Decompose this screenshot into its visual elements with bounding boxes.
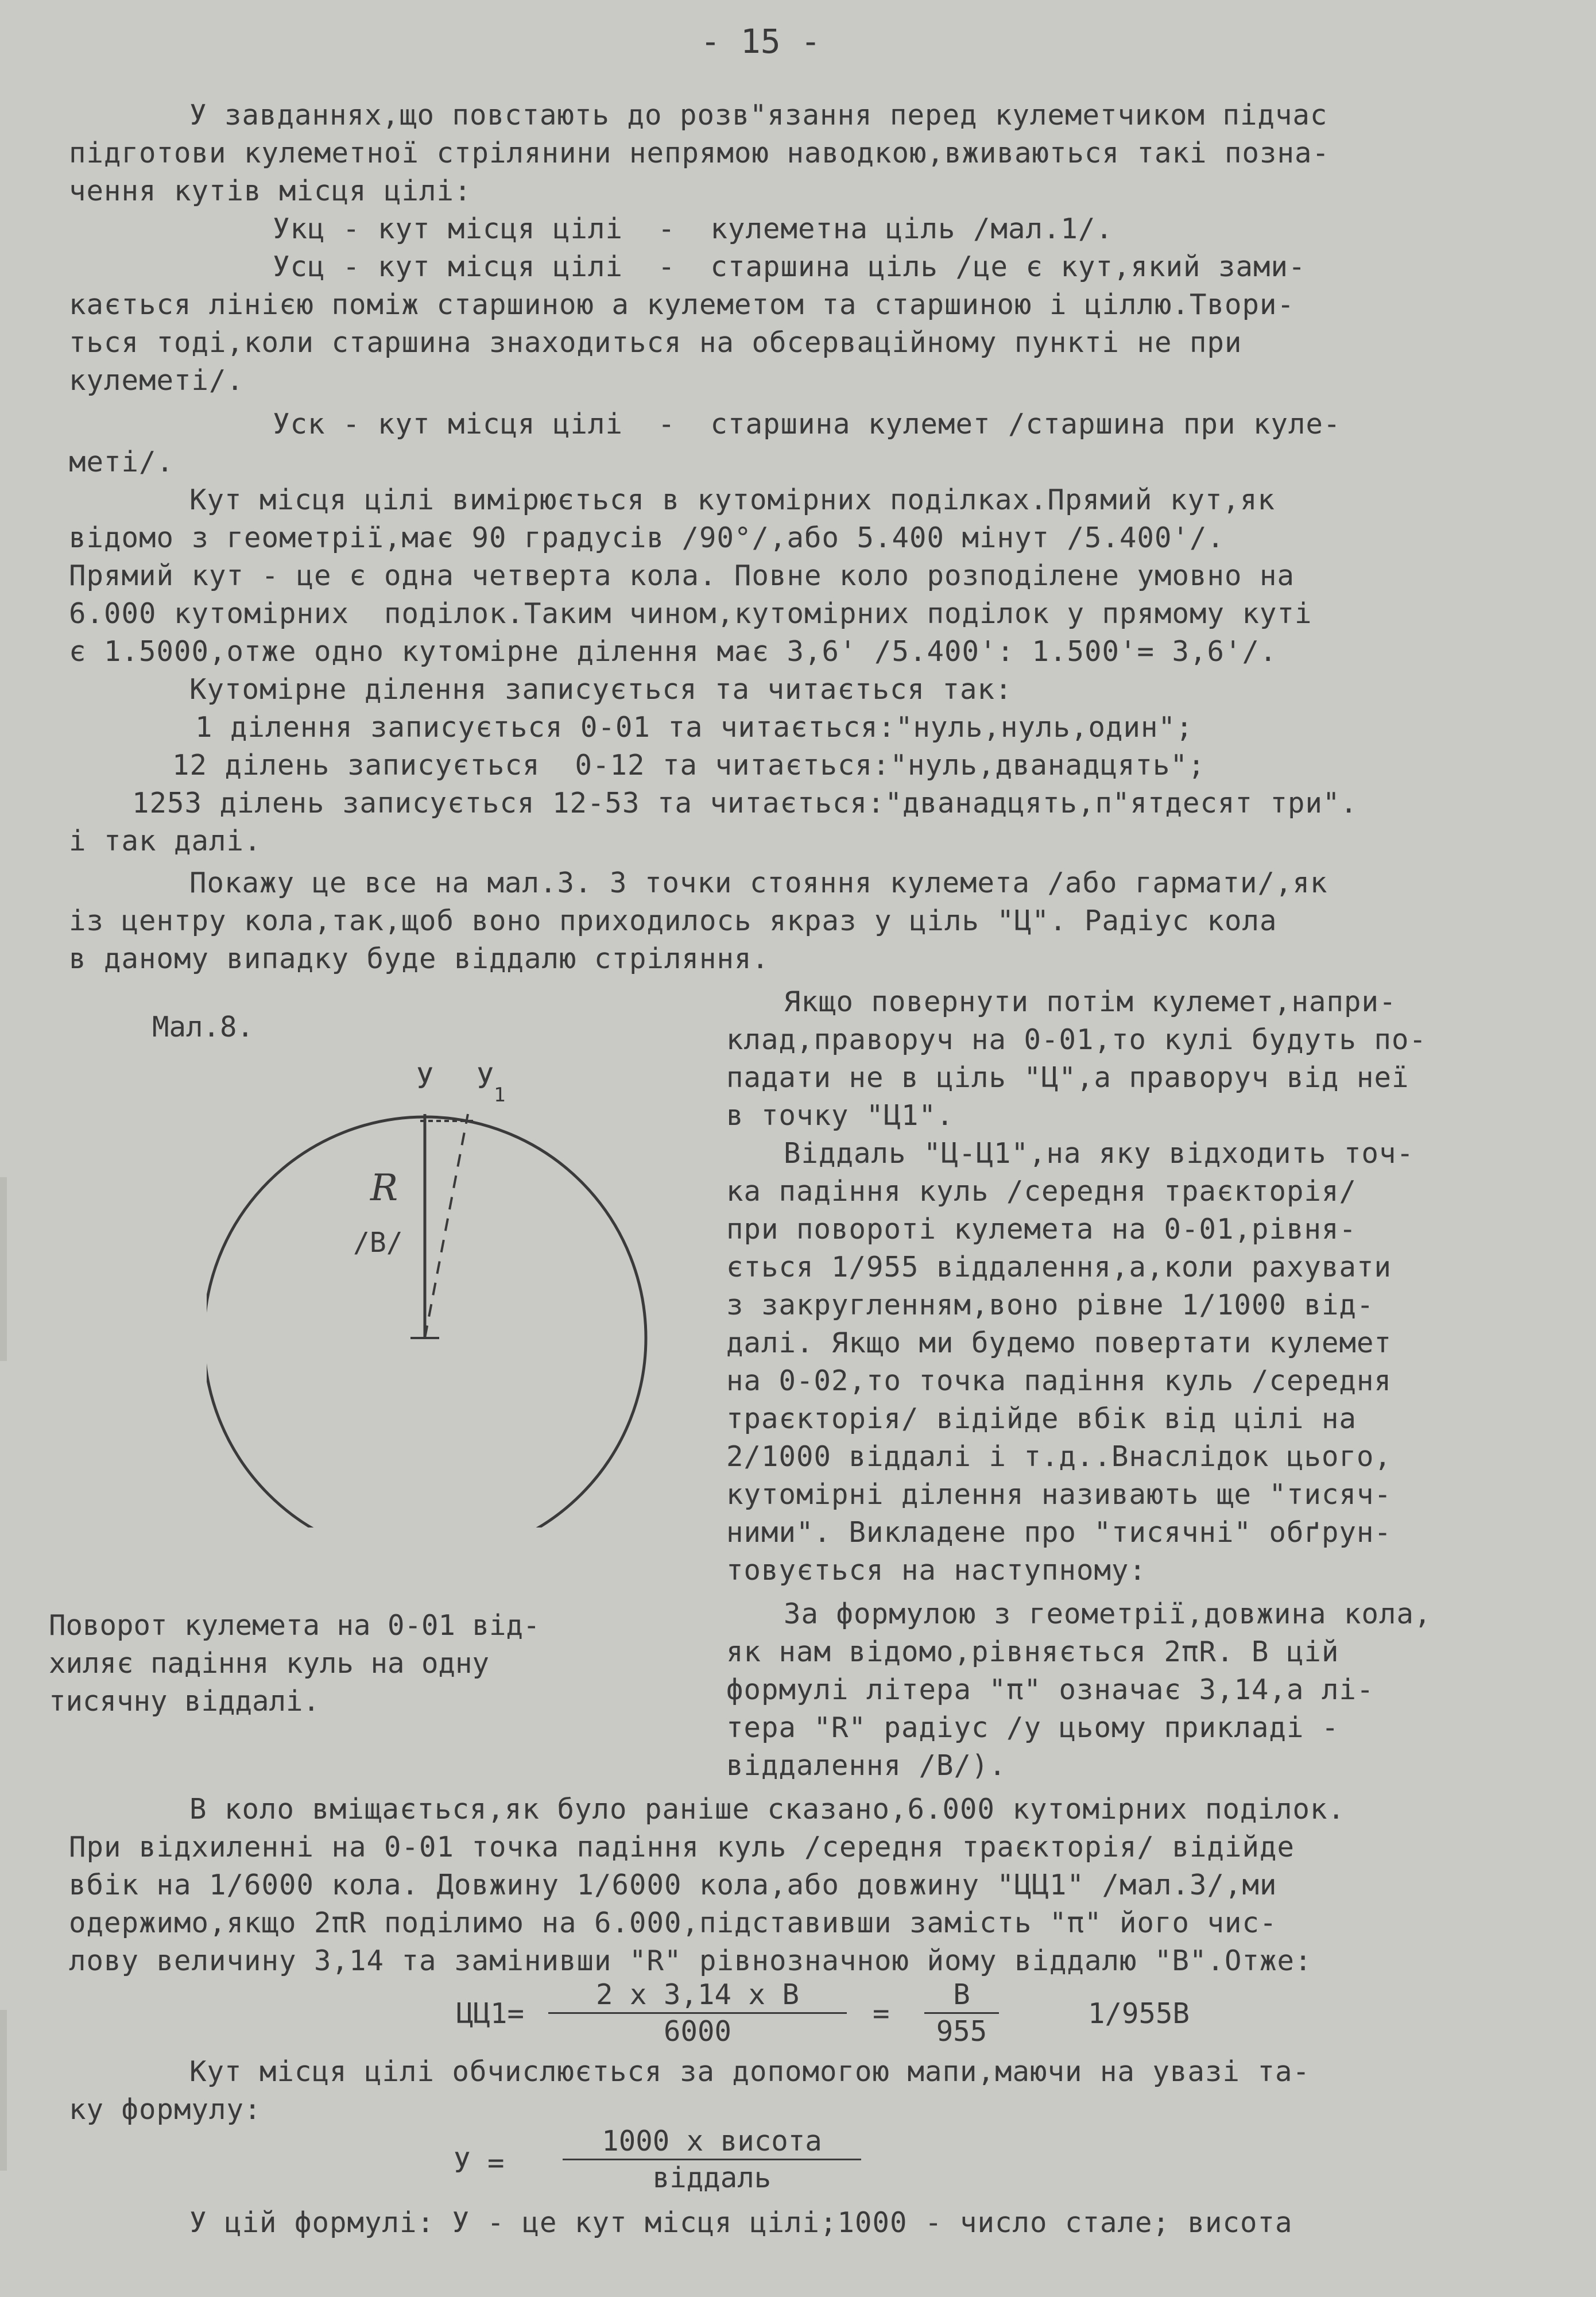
formula2-denominator: віддаль [652, 2161, 772, 2194]
paragraph-line: із центру кола,так,щоб воно приходилось якраз у ціль "Ц". Радіус кола [69, 904, 1277, 937]
paragraph-line: Кут місця цілі вимірюється в кутомірних поділках.Прямий кут,як [189, 484, 1276, 516]
caption-line: тисячну віддалі. [49, 1685, 320, 1718]
paragraph-line: У цій формулі: У - це кут місця цілі;1000 - число стале; висота [189, 2206, 1293, 2239]
paragraph-line: Кут місця цілі обчислюється за допомогою мапи,маючи на увазі та- [189, 2055, 1311, 2088]
paragraph-line: 12 ділень записується 0-12 та читається:"нуль,дванадцять"; [172, 749, 1206, 782]
paragraph-line: В коло вміщається,як було раніше сказано,6.000 кутомірних поділок. [189, 1793, 1346, 1826]
scan-edge-mark [0, 1177, 7, 1361]
paragraph-line: підготови кулеметної стрілянини непрямою наводкою,вживаються такі позна- [69, 137, 1330, 169]
caption-line: Поворот кулемета на 0-01 від- [49, 1609, 540, 1642]
column-line: як нам відомо,рівняється 2πR. В цій [726, 1635, 1339, 1668]
definition-line: ться тоді,коли старшина знаходиться на обсерваційному пункті не при [69, 326, 1242, 359]
page-number: - 15 - [700, 22, 821, 61]
formula1-result-denominator: 955 [936, 2015, 987, 2048]
formula1-equals: = [873, 1997, 890, 2030]
paragraph-line: Прямий кут - це є одна четверта кола. Повне коло розподілене умовно на [69, 559, 1295, 592]
definition-line: Усц - кут місця цілі - старшина ціль /це є кут,який зами- [273, 250, 1306, 283]
paragraph-line: 1 ділення записується 0-01 та читається:"нуль,нуль,один"; [195, 711, 1194, 744]
paragraph-line: Кутомірне ділення записується та читається так: [189, 673, 1013, 706]
column-line: формулі літера "π" означає 3,14,а лі- [726, 1673, 1374, 1706]
column-line: при повороті кулемета на 0-01,рівня- [726, 1213, 1357, 1246]
formula2-lhs: У = [454, 2147, 505, 2179]
column-line: віддалення /В/). [726, 1749, 1007, 1782]
paragraph-line: У завданнях,що повстають до розв"язання перед кулеметчиком підчас [189, 99, 1328, 132]
paragraph-line: ку формулу: [69, 2093, 262, 2126]
column-line: товується на наступному: [726, 1554, 1147, 1587]
column-line: кутомірні ділення називають ще "тисяч- [726, 1478, 1392, 1511]
figure-label: Мал.8. [152, 1011, 254, 1043]
definition-line: меті/. [69, 446, 175, 478]
formula1-denominator: 6000 [663, 2015, 731, 2048]
formula1-lhs: ЦЦ1= [456, 1997, 525, 2030]
formula1-fraction [548, 1978, 847, 2048]
column-line: на 0-02,то точка падіння куль /середня [726, 1364, 1392, 1397]
paragraph-line: При відхиленні на 0-01 точка падіння куль /середня траєкторія/ відійде [69, 1831, 1295, 1863]
paragraph-line: в даному випадку буде віддалю стріляння. [69, 942, 770, 975]
column-line: далі. Якщо ми будемо повертати кулемет [726, 1327, 1392, 1359]
paragraph-line: і так далі. [69, 825, 262, 857]
column-line: з закругленням,воно рівне 1/1000 від- [726, 1289, 1374, 1321]
paragraph-line: чення кутів місця цілі: [69, 175, 472, 207]
column-line: Якщо повернути потім кулемет,напри- [784, 985, 1397, 1018]
column-line: траєкторія/ відійде вбік від цілі на [726, 1402, 1357, 1435]
column-line: 2/1000 віддалі і т.д..Внаслідок цього, [726, 1440, 1392, 1473]
figure-circle-diagram [207, 1057, 666, 1528]
column-line: ними". Викладене про "тисячні" обґрун- [726, 1516, 1392, 1549]
paragraph-line: 6.000 кутомірних поділок.Таким чином,кутомірних поділок у прямому куті [69, 597, 1312, 630]
definition-line: Уск - кут місця цілі - старшина кулемет /старшина при куле- [273, 408, 1341, 440]
formula1-numerator: 2 х 3,14 х В [548, 1978, 847, 2014]
label-u1: У [477, 1062, 494, 1095]
paragraph-line: лову величину 3,14 та замінивши "R" рівнозначною йому віддалю "В".Отже: [69, 1944, 1312, 1977]
formula2-fraction [563, 2125, 861, 2194]
paragraph-line: Покажу це все на мал.3. З точки стояння кулемета /або гармати/,як [189, 867, 1328, 899]
scan-edge-mark [0, 2010, 7, 2171]
column-line: падати не в ціль "Ц",а праворуч від неї [726, 1061, 1409, 1094]
paragraph-line: одержимо,якщо 2πR поділимо на 6.000,підставивши замість "π" його чис- [69, 1907, 1277, 1939]
label-u: У [416, 1062, 434, 1095]
caption-line: хиляє падіння куль на одну [49, 1647, 490, 1680]
formula1-result-numerator: В [924, 1978, 999, 2014]
paragraph-line: 1253 ділень записується 12-53 та читається:"дванадцять,п"ятдесят три". [132, 787, 1358, 819]
paragraph-line: вбік на 1/6000 кола. Довжину 1/6000 кола,або довжину "ЦЦ1" /мал.3/,ми [69, 1869, 1277, 1901]
definition-line: кулеметі/. [69, 364, 245, 397]
column-line: в точку "Ц1". [726, 1099, 954, 1132]
paragraph-line: є 1.5000,отже одно кутомірне ділення має 3,6' /5.400': 1.500'= 3,6'/. [69, 635, 1277, 668]
label-radius: R [370, 1167, 398, 1209]
deflected-line [425, 1114, 468, 1338]
column-line: тера "R" радіус /у цьому прикладі - [726, 1711, 1339, 1744]
label-distance: /В/ [353, 1227, 403, 1259]
definition-line: кається лінією поміж старшиною а кулеметом та старшиною і ціллю.Твори- [69, 288, 1295, 321]
column-line: клад,праворуч на 0-01,то кулі будуть по- [726, 1023, 1427, 1056]
column-line: За формулою з геометрії,довжина кола, [784, 1598, 1432, 1630]
formula1-tail: 1/955В [1088, 1997, 1190, 2030]
formula1-result [924, 1978, 999, 2048]
label-u1-subscript: 1 [494, 1084, 506, 1107]
figure-caption [49, 1607, 540, 1720]
paragraph-line: відомо з геометрії,має 90 градусів /90°/,або 5.400 мінут /5.400'/. [69, 521, 1225, 554]
formula2-numerator: 1000 х висота [563, 2125, 861, 2160]
column-line: ка падіння куль /середня траєкторія/ [726, 1175, 1357, 1208]
column-line: ється 1/955 віддалення,а,коли рахувати [726, 1251, 1392, 1283]
definition-line: Укц - кут місця цілі - кулеметна ціль /мал.1/. [273, 212, 1114, 245]
column-line: Віддаль "Ц-Ц1",на яку відходить точ- [784, 1137, 1415, 1170]
